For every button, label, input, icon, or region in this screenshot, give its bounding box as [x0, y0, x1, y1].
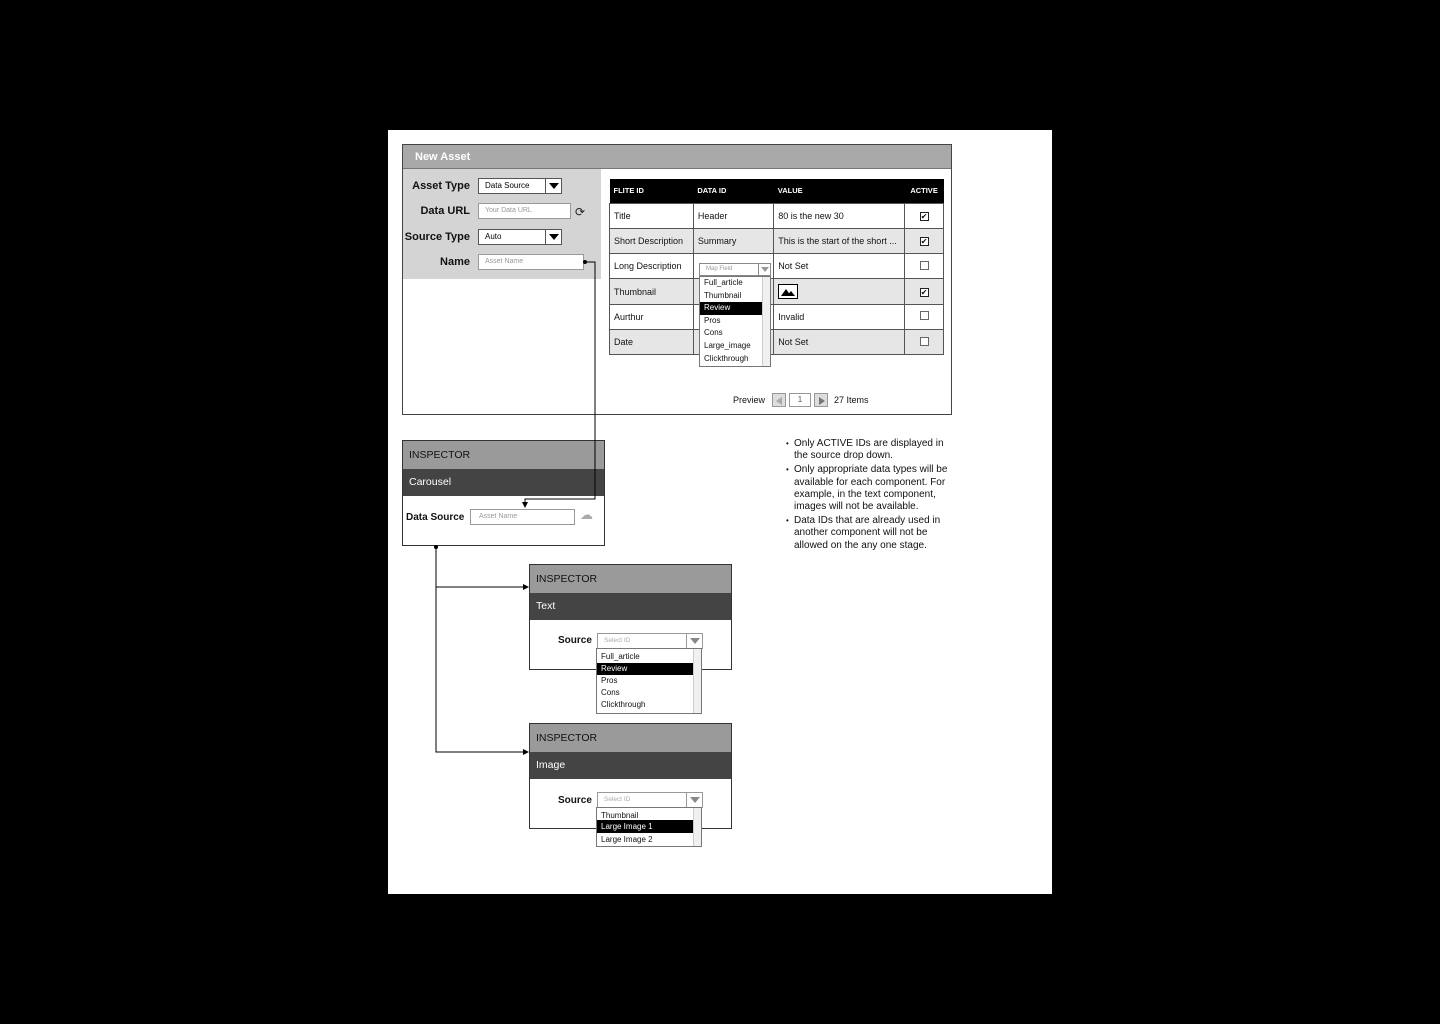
flite-id-cell: Date	[610, 329, 694, 354]
flow-connectors	[388, 130, 1052, 894]
wireframe-canvas	[388, 130, 1052, 894]
dropdown-option[interactable]: Cons	[601, 688, 620, 697]
flite-id-cell: Aurthur	[610, 304, 694, 329]
active-checkbox[interactable]: ✔	[920, 236, 928, 246]
cloud-icon[interactable]: ☁	[580, 507, 593, 522]
header-active: ACTIVE	[905, 179, 944, 203]
dropdown-option[interactable]: Thumbnail	[601, 811, 639, 820]
asset-type-value: Data Source	[485, 181, 530, 190]
value-cell: 80 is the new 30	[774, 203, 905, 228]
dropdown-option-selected[interactable]: Review	[700, 302, 770, 315]
connector-name-to-data-source	[525, 262, 595, 507]
inspector-header: INSPECTOR	[530, 565, 731, 593]
refresh-icon[interactable]: ⟳	[575, 205, 586, 219]
dropdown-option[interactable]: Pros	[704, 315, 721, 325]
data-url-label: Data URL	[420, 205, 470, 217]
flite-id-cell: Long Description	[610, 254, 694, 279]
dropdown-option[interactable]: Large Image 2	[601, 835, 653, 844]
dropdown-option[interactable]: Thumbnail	[704, 290, 742, 300]
dropdown-option[interactable]: Large_image	[704, 340, 751, 350]
connector-carousel-to-image	[436, 587, 528, 752]
dropdown-option[interactable]: Clickthrough	[601, 700, 646, 709]
connector-carousel-to-text	[436, 547, 528, 587]
source-label: Source	[558, 795, 592, 806]
preview-label: Preview	[733, 395, 766, 405]
connector-dot	[583, 260, 587, 264]
dropdown-option[interactable]: Pros	[601, 676, 618, 685]
inspector-header: INSPECTOR	[530, 724, 731, 752]
connector-dot	[434, 545, 438, 549]
note-item: • Only appropriate data types will be available for each component. For example, in the text component, images will not be available.	[786, 464, 956, 513]
dropdown-option[interactable]: Full_article	[704, 278, 743, 287]
select-placeholder: Select ID	[604, 796, 631, 803]
dropdown-option[interactable]: Cons	[704, 328, 723, 338]
window-title: New Asset	[403, 145, 951, 169]
dropdown-option-selected[interactable]: Large Image 1	[597, 820, 693, 833]
page-number-input[interactable]: 1	[789, 393, 811, 407]
header-data-id: DATA ID	[693, 179, 773, 203]
data-url-input[interactable]: Your Data URL	[478, 203, 571, 219]
source-type-label: Source Type	[404, 231, 470, 243]
header-value: VALUE	[774, 179, 905, 203]
value-cell: Not Set	[774, 329, 905, 354]
source-label: Source	[558, 635, 592, 646]
header-flite-id: FLITE ID	[610, 179, 694, 203]
component-title: Carousel	[403, 469, 604, 496]
dropdown-option[interactable]: Clickthrough	[704, 353, 749, 363]
flite-id-cell: Thumbnail	[610, 279, 694, 304]
active-checkbox[interactable]: ✔	[920, 287, 928, 297]
active-checkbox[interactable]: ✔	[920, 211, 928, 221]
select-placeholder: Select ID	[604, 637, 631, 644]
value-cell: Not Set	[774, 254, 905, 279]
flite-id-cell: Short Description	[610, 228, 694, 253]
value-cell: This is the start of the short ...	[774, 228, 905, 253]
data-source-label: Data Source	[406, 512, 465, 523]
dropdown-option[interactable]: Full_article	[601, 652, 640, 661]
inspector-header: INSPECTOR	[403, 441, 604, 469]
component-title: Image	[530, 752, 731, 779]
asset-type-label: Asset Type	[412, 180, 470, 192]
flite-id-cell: Title	[610, 203, 694, 228]
note-item: • Only ACTIVE IDs are displayed in the source drop down.	[786, 438, 956, 462]
data-id-cell[interactable]: Header	[693, 203, 773, 228]
data-source-input[interactable]: Asset Name	[470, 509, 575, 525]
source-type-value: Auto	[485, 232, 502, 241]
name-label: Name	[440, 256, 470, 268]
map-field-placeholder: Map Field	[706, 266, 733, 272]
name-input[interactable]: Asset Name	[478, 254, 584, 270]
item-count: 27 Items	[834, 395, 869, 405]
dropdown-option-selected[interactable]: Review	[597, 663, 693, 675]
data-id-cell[interactable]: Summary	[693, 228, 773, 253]
component-title: Text	[530, 593, 731, 620]
note-item: • Data IDs that are already used in another component will not be allowed on the any one stage.	[786, 515, 956, 552]
value-cell: Invalid	[774, 304, 905, 329]
